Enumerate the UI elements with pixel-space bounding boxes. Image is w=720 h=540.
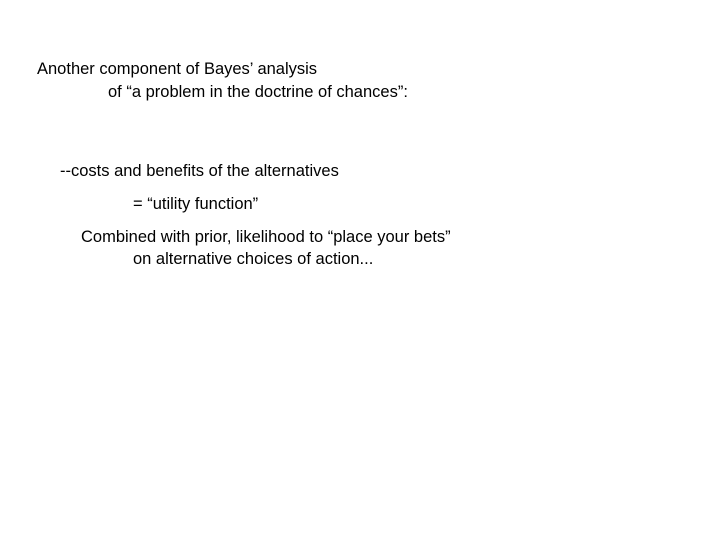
combined-text-line-1: Combined with prior, likelihood to “place your bets”: [81, 228, 451, 246]
heading-line-1: Another component of Bayes’ analysis: [37, 60, 318, 78]
combined-text-line-2: on alternative choices of action...: [133, 250, 374, 268]
utility-function-text: = “utility function”: [133, 195, 259, 213]
heading-line-2: of “a problem in the doctrine of chances”:: [108, 83, 408, 101]
costs-benefits-text: --costs and benefits of the alternatives: [60, 162, 339, 180]
